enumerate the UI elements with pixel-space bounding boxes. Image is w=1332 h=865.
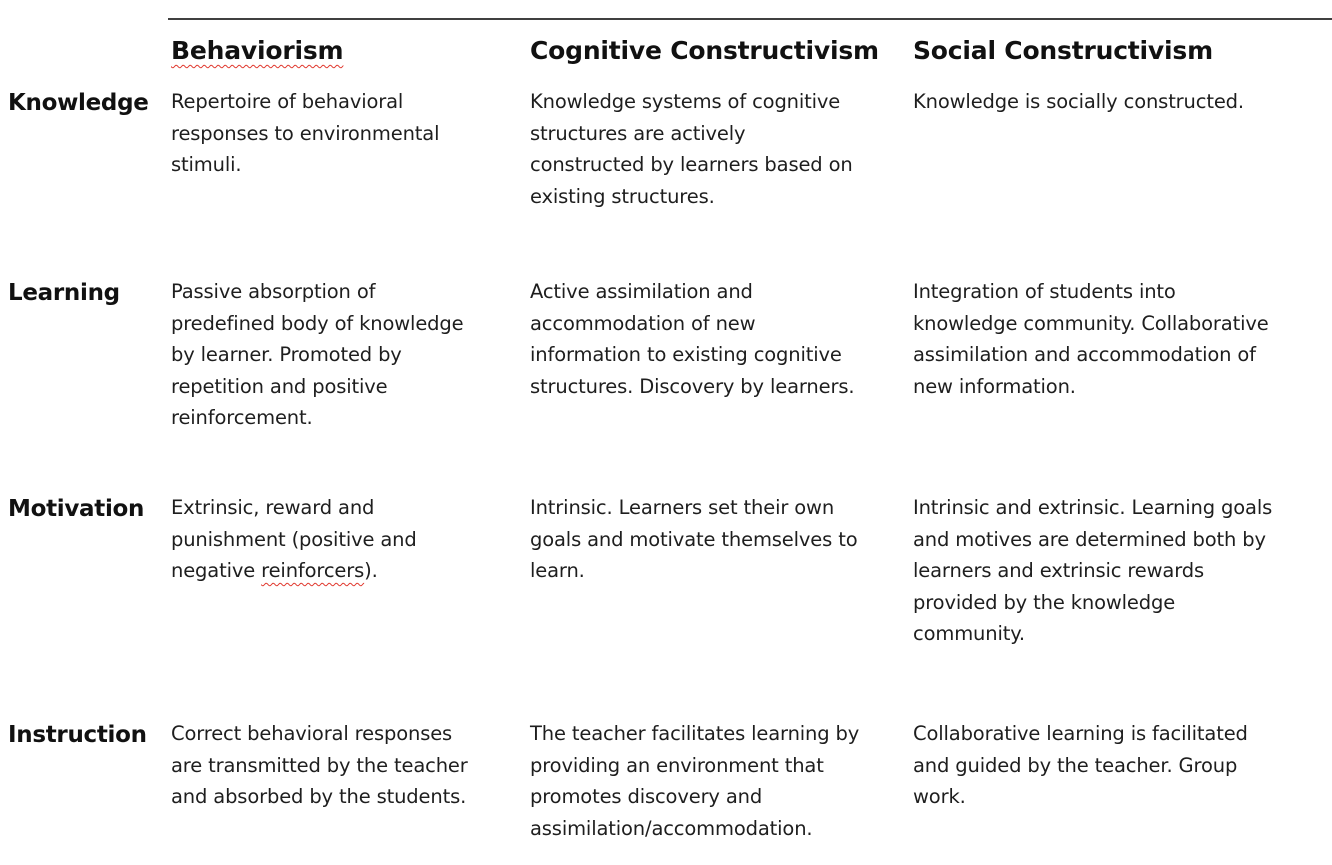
row-header-motivation: Motivation [8,496,145,522]
row-header-instruction: Instruction [8,722,147,748]
row-header-learning: Learning [8,280,120,306]
cell-motivation-behaviorism: Extrinsic, reward and punishment (positive and negative reinforcers). [171,496,417,582]
column-header-cognitive-constructivism: Cognitive Constructivism [530,36,879,65]
cell-knowledge-behaviorism: Repertoire of behavioral responses to environmental stimuli. [171,90,440,176]
cell-instruction-behaviorism: Correct behavioral responses are transmitted by the teacher and absorbed by the students. [171,722,468,808]
cell-knowledge-cognitive: Knowledge systems of cognitive structures are actively constructed by learners based on existing structures. [530,90,853,208]
cell-instruction-social: Collaborative learning is facilitated and guided by the teacher. Group work. [913,722,1248,808]
spellcheck-marked-word: reinforcers [261,559,365,582]
cell-learning-behaviorism: Passive absorption of predefined body of knowledge by learner. Promoted by repetition and positive reinforcement. [171,280,464,429]
cell-motivation-social: Intrinsic and extrinsic. Learning goals and motives are determined both by learners and extrinsic rewards provided by the knowledge community. [913,496,1273,645]
cell-knowledge-social: Knowledge is socially constructed. [913,90,1244,113]
cell-learning-social: Integration of students into knowledge community. Collaborative assimilation and accommodation of new information. [913,280,1269,398]
cell-motivation-cognitive: Intrinsic. Learners set their own goals and motivate themselves to learn. [530,496,858,582]
column-header-social-constructivism: Social Constructivism [913,36,1213,65]
spellcheck-marked-word: Behaviorism [171,36,344,65]
column-header-behaviorism [171,36,343,65]
cell-learning-cognitive: Active assimilation and accommodation of new information to existing cognitive structures. Discovery by learners. [530,280,855,398]
cell-instruction-cognitive: The teacher facilitates learning by providing an environment that promotes discovery and assimilation/accommodation. [530,722,860,840]
top-horizontal-rule [168,18,1332,20]
row-header-knowledge: Knowledge [8,90,149,116]
